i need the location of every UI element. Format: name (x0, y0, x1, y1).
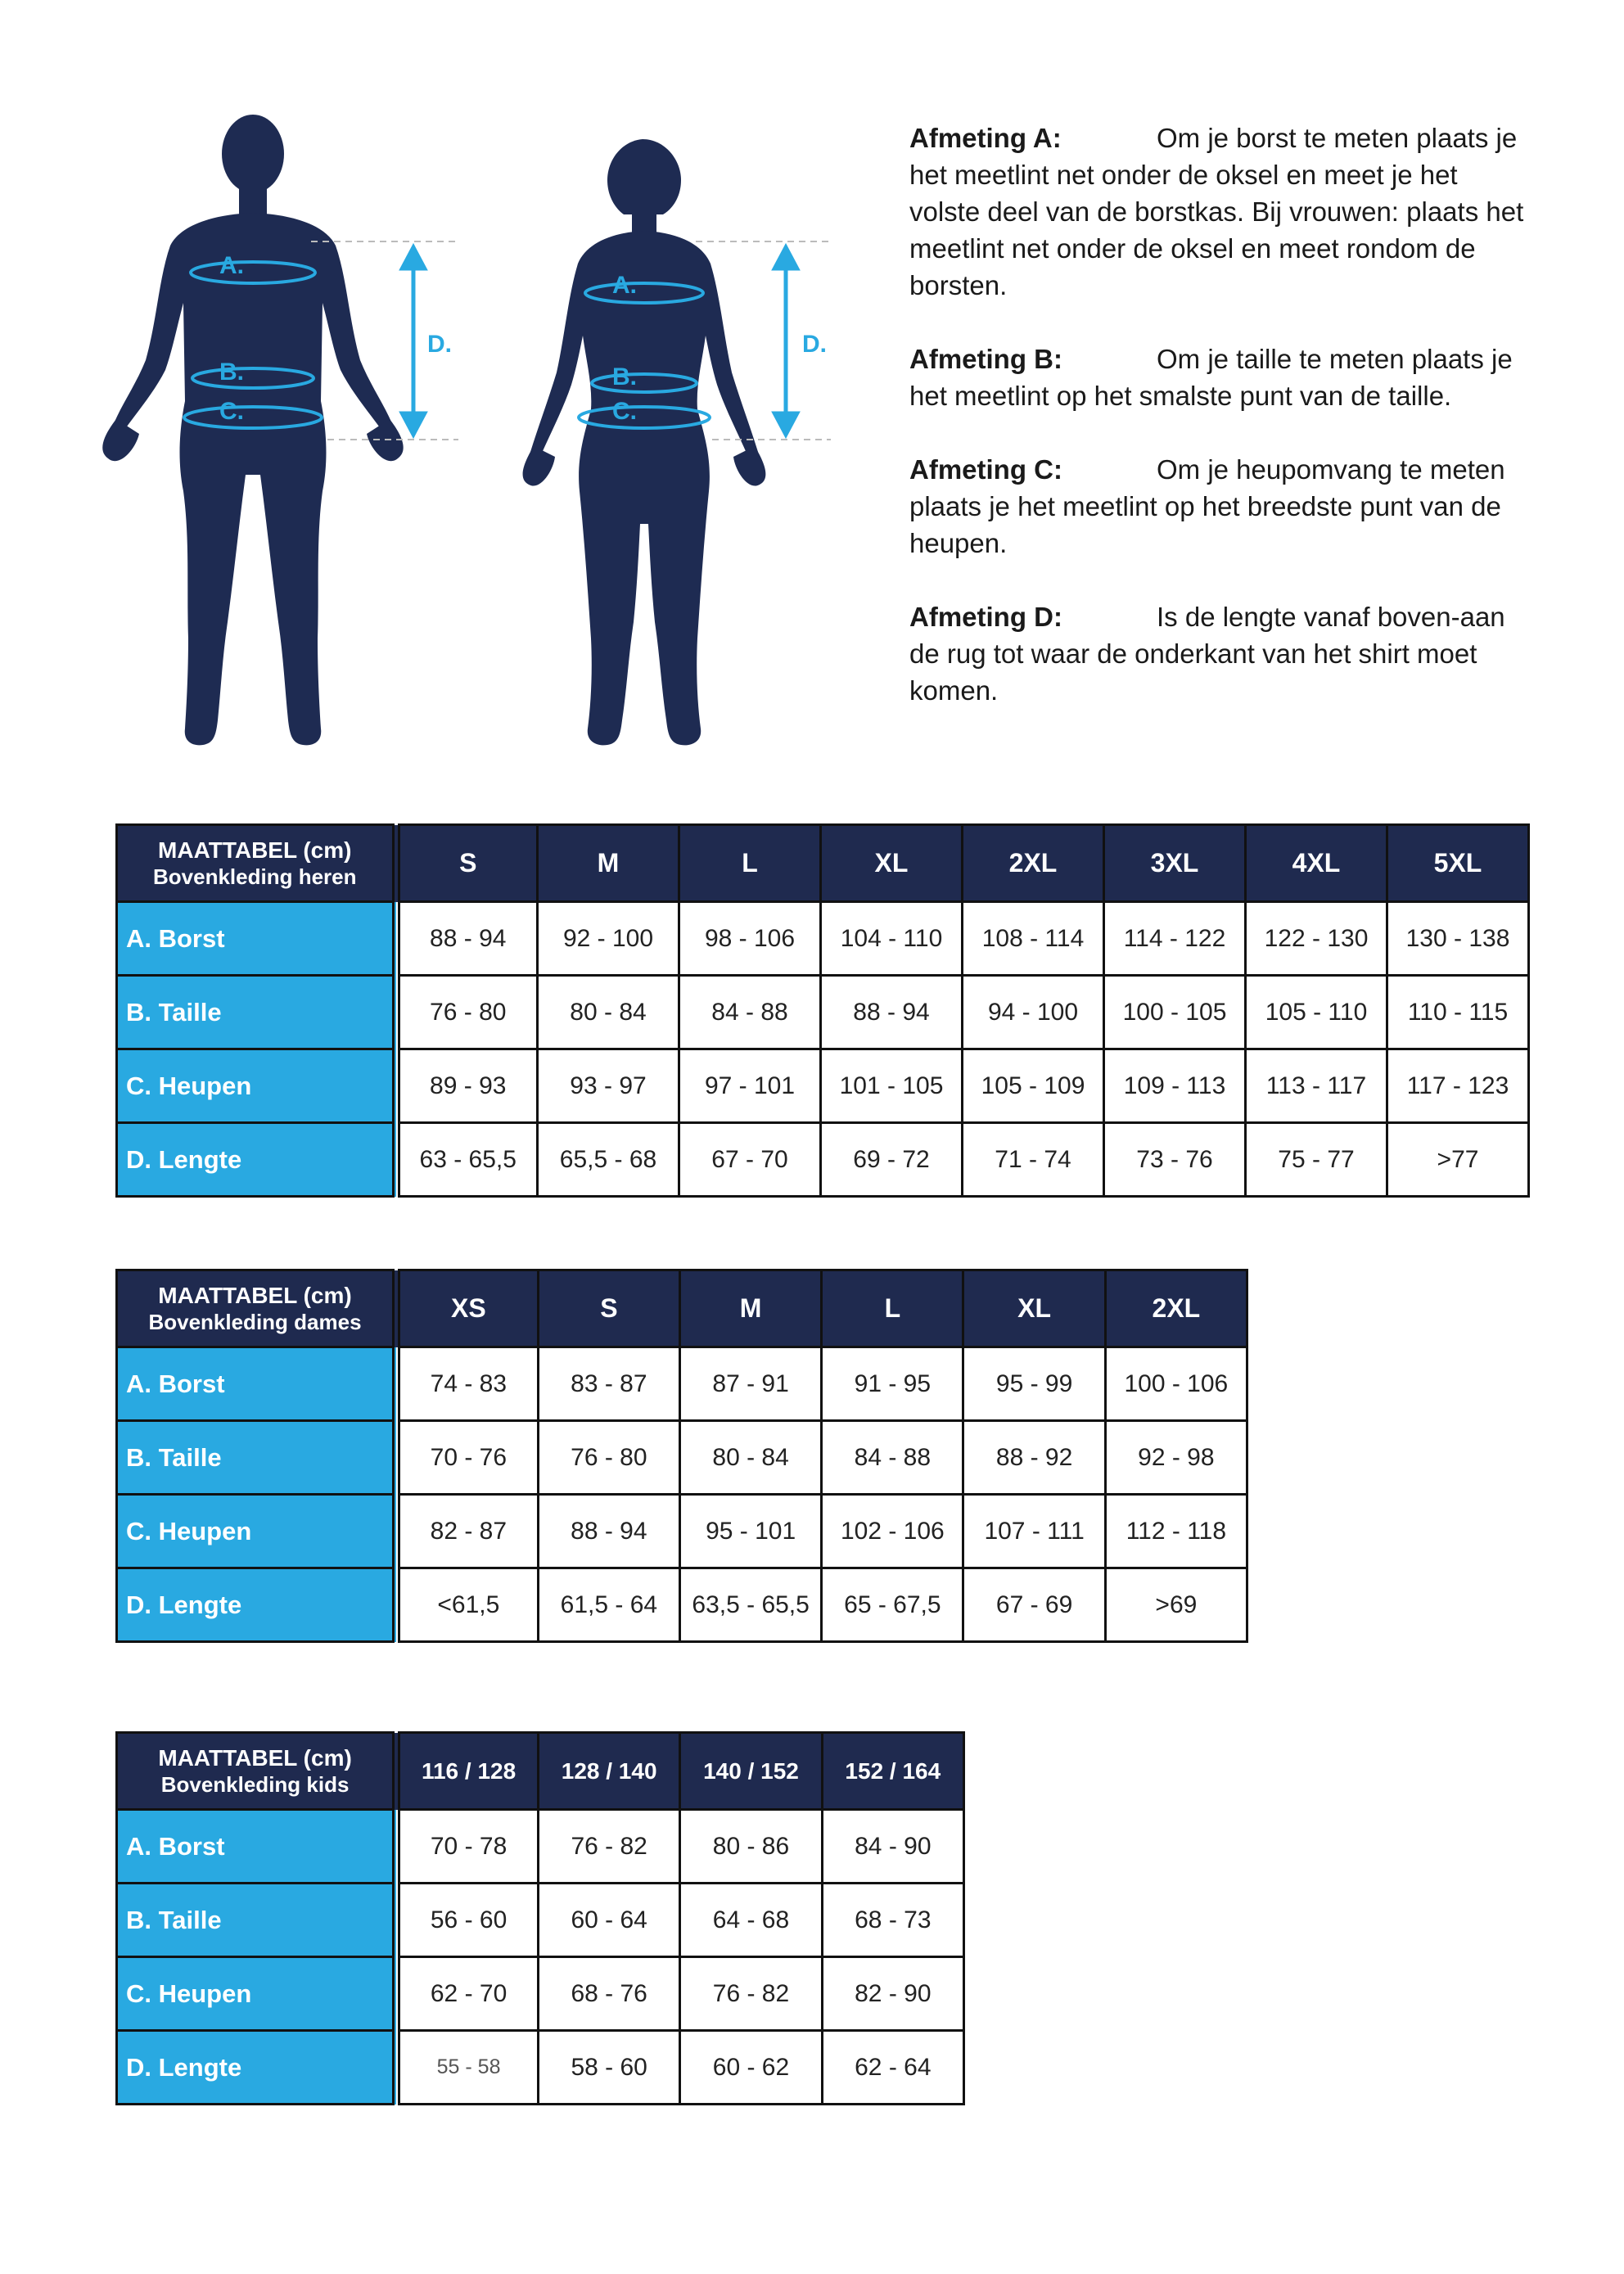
size-column-header: L (822, 1270, 963, 1347)
male-label-d: D. (427, 331, 452, 358)
table-cell: 75 - 77 (1246, 1123, 1387, 1197)
instruction-a (909, 120, 1532, 304)
female-label-a: A. (612, 272, 637, 299)
table-title-line1: MAATTABEL (cm) (158, 1282, 352, 1308)
instruction-title: Afmeting B: (909, 344, 1062, 374)
size-column-header: 152 / 164 (822, 1733, 963, 1810)
table-row (117, 1884, 964, 1957)
table-row (117, 1568, 1247, 1642)
table-cell: 55 - 58 (396, 2031, 538, 2105)
row-label: A. Borst (117, 902, 396, 976)
row-label: D. Lengte (117, 2031, 397, 2105)
size-table-men (115, 823, 1530, 1198)
table-cell: 76 - 80 (538, 1421, 679, 1495)
male-length-arrow (399, 244, 427, 438)
table-title-line1: MAATTABEL (cm) (158, 837, 352, 863)
row-label: B. Taille (117, 1884, 397, 1957)
table-cell: 101 - 105 (821, 1049, 963, 1123)
table-cell: 94 - 100 (963, 976, 1104, 1049)
table-cell: 80 - 86 (680, 1810, 822, 1884)
table-title (117, 825, 396, 902)
row-label: D. Lengte (117, 1123, 396, 1197)
table-cell: 95 - 101 (679, 1495, 821, 1568)
table-cell: 84 - 90 (822, 1810, 963, 1884)
table-cell: 80 - 84 (679, 1421, 821, 1495)
size-column-header: XL (821, 825, 963, 902)
table-row (117, 2031, 964, 2105)
male-label-b: B. (219, 359, 244, 386)
table-cell: 130 - 138 (1387, 902, 1529, 976)
table-cell: >77 (1387, 1123, 1529, 1197)
row-label: C. Heupen (117, 1495, 396, 1568)
table-title-line2: Bovenkleding kids (160, 1771, 350, 1797)
table-cell: 64 - 68 (680, 1884, 822, 1957)
row-label: A. Borst (117, 1810, 397, 1884)
table-cell: 63,5 - 65,5 (679, 1568, 821, 1642)
table-cell: 63 - 65,5 (396, 1123, 538, 1197)
size-column-header: S (396, 825, 538, 902)
table-cell: 93 - 97 (538, 1049, 679, 1123)
table-row (117, 976, 1529, 1049)
size-column-header: XS (396, 1270, 538, 1347)
table-row (117, 1049, 1529, 1123)
size-column-header: 2XL (963, 825, 1104, 902)
row-label: B. Taille (117, 1421, 396, 1495)
table-cell: 112 - 118 (1105, 1495, 1247, 1568)
table-header-row (117, 1270, 1247, 1347)
male-label-c: C. (219, 398, 244, 425)
table-cell: 109 - 113 (1104, 1049, 1246, 1123)
instruction-title: Afmeting A: (909, 123, 1062, 153)
table-cell: 97 - 101 (679, 1049, 821, 1123)
table-cell: 105 - 110 (1246, 976, 1387, 1049)
size-column-header: 2XL (1105, 1270, 1247, 1347)
table-header-row (117, 1733, 964, 1810)
instruction-title: Afmeting D: (909, 602, 1062, 632)
row-label: B. Taille (117, 976, 396, 1049)
size-table-kids (115, 1731, 965, 2105)
table-cell: >69 (1105, 1568, 1247, 1642)
table-cell: 73 - 76 (1104, 1123, 1246, 1197)
instruction-b (909, 341, 1532, 414)
instruction-text: Is de lengte vanaf boven-aan de rug tot waar de onderkant van het shirt moet komen. (909, 602, 1505, 706)
instruction-text: Om je heupomvang te meten plaats je het meetlint op het breedste punt van de heupen. (909, 454, 1505, 558)
table-cell: 88 - 94 (396, 902, 538, 976)
table-cell: 100 - 106 (1105, 1347, 1247, 1421)
table-cell: 67 - 70 (679, 1123, 821, 1197)
table-cell: 65,5 - 68 (538, 1123, 679, 1197)
table-cell: 82 - 87 (396, 1495, 538, 1568)
table-row (117, 1810, 964, 1884)
size-column-header: 4XL (1246, 825, 1387, 902)
row-label: D. Lengte (117, 1568, 396, 1642)
table-cell: 76 - 82 (538, 1810, 679, 1884)
table-cell: 95 - 99 (963, 1347, 1105, 1421)
table-cell: 67 - 69 (963, 1568, 1105, 1642)
male-label-a: A. (219, 252, 244, 279)
instruction-d (909, 598, 1532, 709)
measurement-instructions (909, 120, 1532, 746)
table-title-line1: MAATTABEL (cm) (158, 1744, 352, 1771)
table-title (117, 1733, 397, 1810)
table-cell: 98 - 106 (679, 902, 821, 976)
size-column-header: 3XL (1104, 825, 1246, 902)
size-column-header: XL (963, 1270, 1105, 1347)
table-cell: 68 - 73 (822, 1884, 963, 1957)
instruction-c (909, 451, 1532, 562)
table-title (117, 1270, 396, 1347)
size-column-header: L (679, 825, 821, 902)
size-column-header: 140 / 152 (680, 1733, 822, 1810)
table-row (117, 1123, 1529, 1197)
size-column-header: S (538, 1270, 679, 1347)
female-label-d: D. (802, 331, 827, 358)
body-figures (0, 0, 900, 778)
table-cell: 62 - 70 (396, 1957, 538, 2031)
table-cell: 70 - 76 (396, 1421, 538, 1495)
table-cell: 88 - 94 (538, 1495, 679, 1568)
table-cell: 87 - 91 (679, 1347, 821, 1421)
female-label-b: B. (612, 363, 637, 390)
size-column-header: 116 / 128 (396, 1733, 538, 1810)
table-cell: 76 - 82 (680, 1957, 822, 2031)
table-cell: 117 - 123 (1387, 1049, 1529, 1123)
instruction-title: Afmeting C: (909, 454, 1062, 485)
instruction-text: Om je borst te meten plaats je het meetlint net onder de oksel en meet je het volste deel van de borstkas. Bij vrouwen: plaats het meetlint net onder de oksel en meet rondom de borsten. (909, 123, 1524, 300)
female-label-c: C. (612, 398, 637, 425)
table-cell: 62 - 64 (822, 2031, 963, 2105)
size-column-header: 5XL (1387, 825, 1529, 902)
table-cell: 56 - 60 (396, 1884, 538, 1957)
table-cell: 104 - 110 (821, 902, 963, 976)
table-title-line2: Bovenkleding dames (148, 1309, 362, 1334)
size-column-header: M (538, 825, 679, 902)
table-cell: 107 - 111 (963, 1495, 1105, 1568)
table-cell: 108 - 114 (963, 902, 1104, 976)
table-cell: 113 - 117 (1246, 1049, 1387, 1123)
female-silhouette (523, 139, 766, 745)
table-cell: 92 - 100 (538, 902, 679, 976)
table-row (117, 1495, 1247, 1568)
row-label: C. Heupen (117, 1957, 397, 2031)
row-label: C. Heupen (117, 1049, 396, 1123)
table-row (117, 1421, 1247, 1495)
table-cell: 88 - 94 (821, 976, 963, 1049)
table-cell: 83 - 87 (538, 1347, 679, 1421)
table-cell: 69 - 72 (821, 1123, 963, 1197)
table-cell: 71 - 74 (963, 1123, 1104, 1197)
table-row (117, 902, 1529, 976)
table-cell: 80 - 84 (538, 976, 679, 1049)
table-cell: 89 - 93 (396, 1049, 538, 1123)
table-cell: 61,5 - 64 (538, 1568, 679, 1642)
row-label: A. Borst (117, 1347, 396, 1421)
size-table-women (115, 1269, 1248, 1643)
table-cell: 68 - 76 (538, 1957, 679, 2031)
table-cell: 58 - 60 (538, 2031, 679, 2105)
table-cell: 91 - 95 (822, 1347, 963, 1421)
table-cell: 114 - 122 (1104, 902, 1246, 976)
table-cell: 105 - 109 (963, 1049, 1104, 1123)
table-cell: 70 - 78 (396, 1810, 538, 1884)
instruction-text: Om je taille te meten plaats je het meetlint op het smalste punt van de taille. (909, 344, 1513, 411)
table-title-line2: Bovenkleding heren (153, 864, 357, 889)
table-row (117, 1347, 1247, 1421)
table-cell: 82 - 90 (822, 1957, 963, 2031)
table-cell: 100 - 105 (1104, 976, 1246, 1049)
table-header-row (117, 825, 1529, 902)
table-cell: 102 - 106 (822, 1495, 963, 1568)
table-cell: 122 - 130 (1246, 902, 1387, 976)
table-cell: 88 - 92 (963, 1421, 1105, 1495)
table-cell: 110 - 115 (1387, 976, 1529, 1049)
size-column-header: 128 / 140 (538, 1733, 679, 1810)
size-column-header: M (679, 1270, 821, 1347)
table-cell: 60 - 64 (538, 1884, 679, 1957)
table-cell: 65 - 67,5 (822, 1568, 963, 1642)
table-cell: 74 - 83 (396, 1347, 538, 1421)
male-silhouette (102, 115, 403, 745)
table-cell: 84 - 88 (822, 1421, 963, 1495)
table-row (117, 1957, 964, 2031)
female-length-arrow (772, 244, 800, 438)
table-cell: 84 - 88 (679, 976, 821, 1049)
table-cell: <61,5 (396, 1568, 538, 1642)
table-cell: 76 - 80 (396, 976, 538, 1049)
table-cell: 60 - 62 (680, 2031, 822, 2105)
table-cell: 92 - 98 (1105, 1421, 1247, 1495)
